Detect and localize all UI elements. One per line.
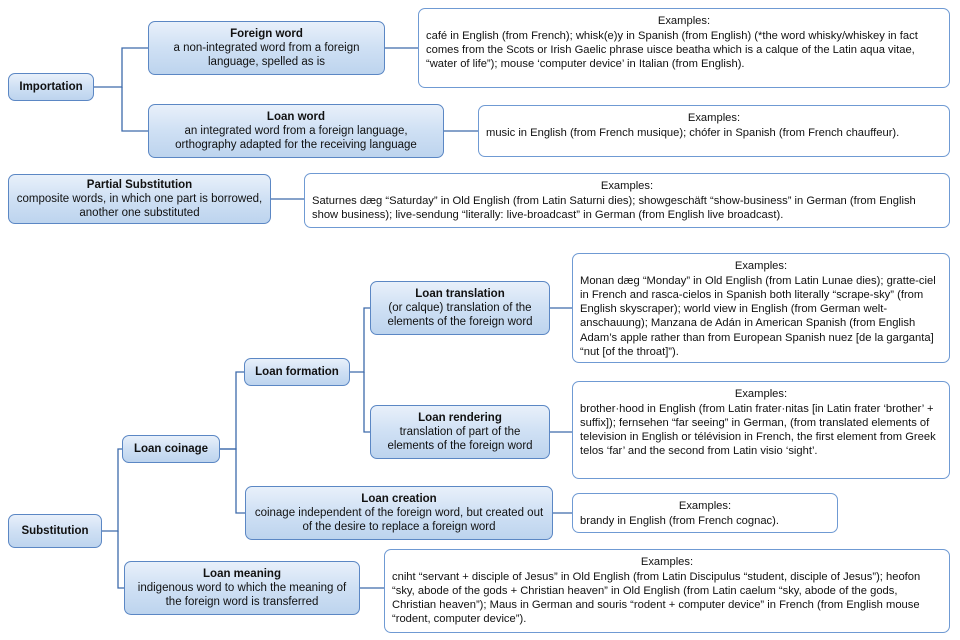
node-loan-formation[interactable] (244, 358, 350, 386)
example-foreign-word (418, 8, 950, 88)
node-loan-translation-title: Loan translation (415, 287, 505, 300)
node-loan-meaning-title: Loan meaning (203, 567, 281, 580)
node-loan-meaning-desc: indigenous word to which the meaning of the foreign word is transferred (137, 581, 347, 608)
node-loan-translation-desc: (or calque) translation of the elements of the foreign word (387, 301, 533, 328)
node-loan-word-desc: an integrated word from a foreign language, orthography adapted for the receiving language (175, 124, 417, 151)
example-loan-word (478, 105, 950, 157)
node-foreign-word[interactable] (148, 21, 385, 75)
example-loan-rendering (572, 381, 950, 479)
node-partial-substitution-desc: composite words, in which one part is borrowed, another one substituted (16, 193, 263, 220)
node-loan-word-title: Loan word (266, 110, 326, 123)
node-loan-meaning[interactable] (124, 561, 360, 615)
node-loan-creation-title: Loan creation (361, 492, 437, 505)
node-loan-rendering-desc: translation of part of the elements of the foreign word (387, 425, 533, 452)
example-heading-4: Examples: (734, 260, 788, 272)
node-loan-coinage-title: Loan coinage (133, 442, 209, 455)
node-foreign-word-title: Foreign word (230, 27, 303, 40)
node-loan-creation-desc: coinage independent of the foreign word, but created out of the desire to replace a foreign word (254, 506, 544, 533)
node-loan-formation-title: Loan formation (255, 365, 339, 378)
example-heading-3: Examples: (600, 180, 654, 192)
node-importation[interactable] (8, 73, 94, 101)
example-partial-substitution-text: Saturnes dæg “Saturday” in Old English (from Latin Saturni dies); showgeschäft “show-business” in German (from English show business); live-sendung “literally: live-broadcast” in German (from English live broadcast). (312, 195, 916, 222)
example-heading-2: Examples: (687, 112, 741, 124)
node-importation-title: Importation (19, 80, 83, 93)
example-heading-7: Examples: (640, 556, 694, 568)
node-loan-rendering-title: Loan rendering (418, 411, 502, 424)
example-loan-meaning (384, 549, 950, 633)
node-loan-translation[interactable] (370, 281, 550, 335)
example-loan-meaning-text: cniht “servant + disciple of Jesus” in Old English (from Latin Discipulus “student, disciple of Jesus”); heofon “sky, abode of the gods + Christian heaven” in Old English (from Latin caelum “sky, abode of the gods, Christian heaven”); Maus in German and souris “rodent + computer device” in French (from English mouse “rodent, computer device”). (392, 571, 921, 626)
example-heading: Examples: (657, 15, 711, 27)
example-foreign-word-text: café in English (from French); whisk(e)y in Spanish (from English) (*the word whisky/whiskey in fact comes from the Scots or Irish Gaelic phrase uisce beatha which is a calque of the Latin aqua vitae, “water of life”); mouse ‘computer device’ in Italian (from English). (426, 30, 918, 71)
example-loan-word-text: music in English (from French musique); chófer in Spanish (from French chauffeur). (486, 127, 900, 140)
node-substitution[interactable] (8, 514, 102, 548)
example-heading-6: Examples: (678, 500, 732, 512)
node-foreign-word-desc: a non-integrated word from a foreign language, spelled as is (173, 41, 360, 68)
node-loan-coinage[interactable] (122, 435, 220, 463)
example-loan-creation-text: brandy in English (from French cognac). (580, 515, 779, 528)
node-loan-word[interactable] (148, 104, 444, 158)
node-partial-substitution-title: Partial Substitution (86, 178, 193, 191)
node-loan-creation[interactable] (245, 486, 553, 540)
node-partial-substitution[interactable] (8, 174, 271, 224)
example-loan-rendering-text: brother·hood in English (from Latin frater·nitas [in Latin frater ‘brother’ + suffix]); fernsehen “far seeing” in German, (from translated elements of television in English or télévision in French, the first element from Greek telos ‘far’ and the second from Latin visio ‘sight’. (580, 403, 936, 458)
example-partial-substitution (304, 173, 950, 228)
example-heading-5: Examples: (734, 388, 788, 400)
example-loan-translation-text: Monan dæg “Monday” in Old English (from Latin Lunae dies); gratte-ciel in French and rasca-cielos in Spanish both literally “scrape-sky” (from English skyscraper); world view in English (from German welt-anschauung); Manzana de Adán in American Spanish (from English Adam’s apple rather than from European Spanish nuez [de la garganta] “nut [of the throat]”). (580, 275, 936, 358)
example-loan-translation (572, 253, 950, 363)
node-loan-rendering[interactable] (370, 405, 550, 459)
example-loan-creation (572, 493, 838, 533)
node-substitution-title: Substitution (21, 524, 89, 537)
